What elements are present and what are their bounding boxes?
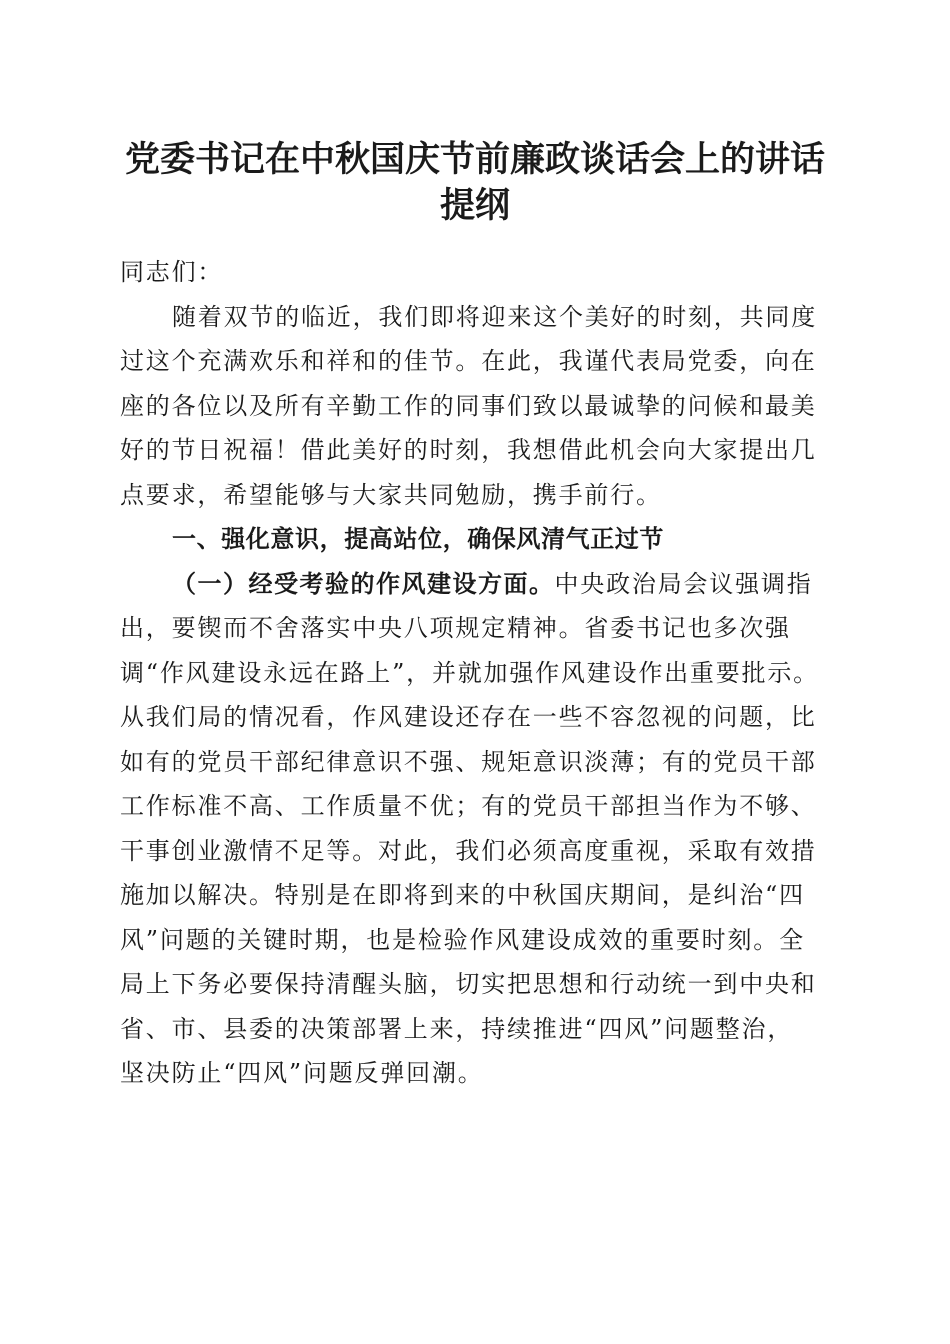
intro-line: 好的节日祝福！借此美好的时刻，我想借此机会向大家提出几 <box>120 436 817 464</box>
body-line: 局上下务必要保持清醒头脑，切实把思想和行动统一到中央和 <box>120 970 817 998</box>
body-line: 如有的党员干部纪律意识不强、规矩意识淡薄；有的党员干部 <box>120 747 817 776</box>
body-line: 坚决防止“四风”问题反弹回潮。 <box>120 1059 484 1087</box>
body-line: 工作标准不高、工作质量不优；有的党员干部担当作为不够、 <box>120 792 817 820</box>
body-line: 风”问题的关键时期，也是检验作风建设成效的重要时刻。全 <box>120 925 805 954</box>
intro-line: 随着双节的临近，我们即将迎来这个美好的时刻，共同度 <box>172 302 817 331</box>
subsection-label: （一）经受考验的作风建设方面。 <box>172 569 555 598</box>
salutation: 同志们： <box>120 258 224 286</box>
body-line: 出，要锲而不舍落实中央八项规定精神。省委书记也多次强 <box>120 614 791 642</box>
subsection-first-text: 中央政治局会议强调指 <box>554 569 813 598</box>
document-title-continued: 提纲 <box>439 185 510 226</box>
intro-line: 过这个充满欢乐和祥和的佳节。在此，我谨代表局党委，向在 <box>120 347 817 375</box>
intro-line: 座的各位以及所有辛勤工作的同事们致以最诚挚的问候和最美 <box>120 391 817 420</box>
section-heading: 一、强化意识，提高站位，确保风清气正过节 <box>172 525 664 553</box>
body-line: 干事创业激情不足等。对此，我们必须高度重视，采取有效措 <box>120 836 817 865</box>
subsection-first-line <box>120 562 840 607</box>
body-line: 从我们局的情况看，作风建设还存在一些不容忽视的问题，比 <box>120 703 817 731</box>
document-title: 党委书记在中秋国庆节前廉政谈话会上的讲话 <box>124 139 825 180</box>
intro-line: 点要求，希望能够与大家共同勉励，携手前行。 <box>120 480 662 509</box>
body-line: 省、市、县委的决策部署上来，持续推进“四风”问题整治， <box>120 1014 794 1043</box>
document-body <box>120 250 840 1096</box>
body-line: 施加以解决。特别是在即将到来的中秋国庆期间，是纠治“四 <box>120 881 805 909</box>
body-line: 调“作风建设永远在路上”，并就加强作风建设作出重要批示。 <box>120 658 819 687</box>
